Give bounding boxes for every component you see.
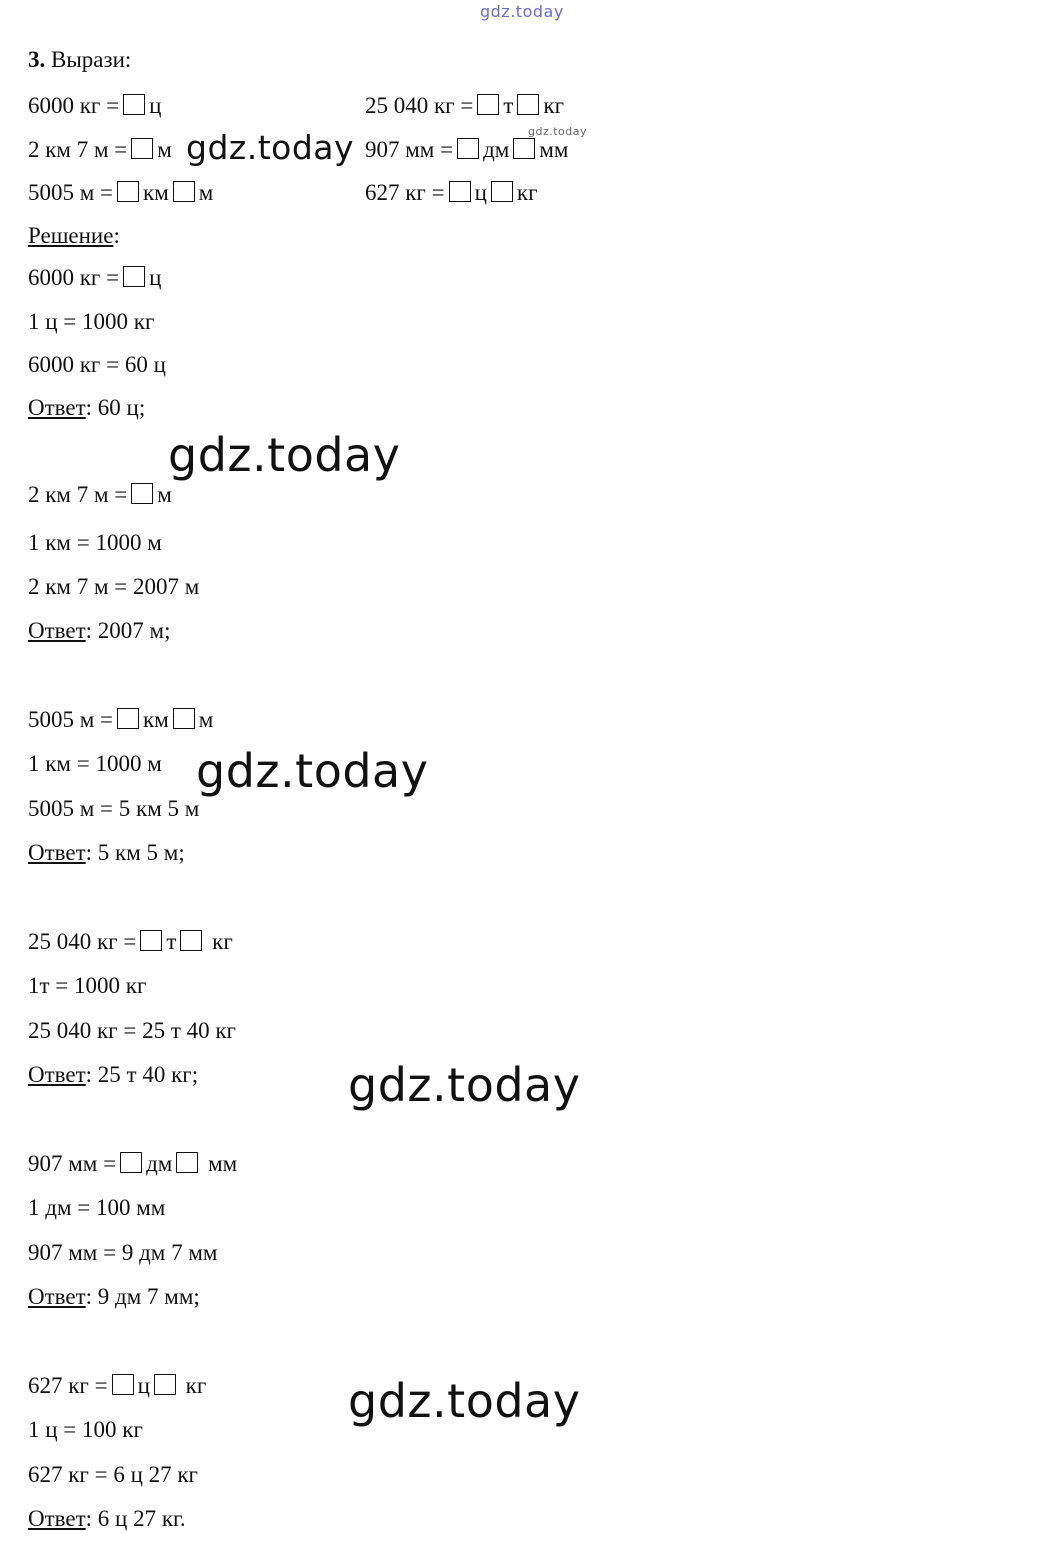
watermark-top: gdz.today (480, 2, 564, 21)
answer-value: : 5 км 5 м; (85, 840, 185, 865)
answer-label: Ответ (28, 1284, 86, 1309)
solution-6-rule: 1 ц = 100 кг (28, 1417, 143, 1442)
answer-box (123, 266, 145, 287)
problem-3 (28, 179, 213, 207)
answer-box (131, 138, 153, 159)
answer-value: : 60 ц; (85, 395, 146, 420)
answer-value: : 25 т 40 кг; (85, 1062, 199, 1087)
solution-1-calc: 6000 кг = 60 ц (28, 352, 166, 377)
problem-3-expr: 5005 м = (28, 180, 114, 205)
solution-6-calc: 627 кг = 6 ц 27 кг (28, 1462, 198, 1487)
solution-1-problem (28, 264, 161, 292)
problem-1 (28, 92, 161, 120)
watermark-3: gdz.today (196, 744, 429, 798)
answer-box (173, 181, 195, 202)
solution-6-answer (28, 1505, 186, 1533)
unit: кг (185, 1373, 207, 1398)
expr: 2 км 7 м = (28, 482, 128, 507)
problem-5-expr: 907 мм = (365, 137, 454, 162)
solution-2-problem (28, 481, 172, 509)
answer-label: Ответ (28, 618, 86, 643)
solution-1-answer (28, 394, 145, 422)
task-header (28, 46, 131, 74)
task-title: Вырази: (51, 47, 132, 72)
unit: м (198, 707, 214, 732)
unit: м (157, 137, 172, 162)
unit: м (157, 482, 172, 507)
answer-box (491, 181, 513, 202)
task-number: 3. (28, 47, 46, 72)
solution-5-rule: 1 дм = 100 мм (28, 1195, 166, 1220)
answer-box (173, 708, 195, 729)
solution-3-calc: 5005 м = 5 км 5 м (28, 796, 200, 821)
answer-box (117, 181, 139, 202)
solution-2-calc: 2 км 7 м = 2007 м (28, 574, 200, 599)
problem-6-expr: 627 кг = (365, 180, 445, 205)
solution-5-answer (28, 1283, 200, 1311)
expr: 6000 кг = (28, 265, 120, 290)
unit: км (143, 180, 169, 205)
unit: ц (474, 180, 487, 205)
expr: 25 040 кг = (28, 929, 137, 954)
answer-box (120, 1152, 142, 1173)
unit: т (503, 93, 514, 118)
solution-4-calc: 25 040 кг = 25 т 40 кг (28, 1018, 236, 1043)
answer-value: : 2007 м; (85, 618, 171, 643)
problem-4 (365, 92, 564, 120)
answer-label: Ответ (28, 1062, 86, 1087)
unit: м (198, 180, 214, 205)
answer-box (513, 138, 535, 159)
unit: ц (149, 265, 162, 290)
solution-2-answer (28, 617, 171, 645)
solution-5-calc: 907 мм = 9 дм 7 мм (28, 1240, 218, 1265)
watermark-1: gdz.today (186, 128, 355, 167)
answer-box (123, 94, 145, 115)
problem-2-expr: 2 км 7 м = (28, 137, 128, 162)
watermark-5: gdz.today (348, 1374, 581, 1428)
solution-4-answer (28, 1061, 198, 1089)
answer-box (117, 708, 139, 729)
answer-box (176, 1152, 198, 1173)
solution-6-problem (28, 1372, 206, 1400)
unit: кг (212, 929, 233, 954)
watermark-2: gdz.today (168, 428, 401, 482)
unit: кг (543, 93, 565, 118)
watermark-small: gdz.today (528, 125, 588, 138)
problem-6 (365, 179, 538, 207)
answer-value: : 6 ц 27 кг. (85, 1506, 186, 1531)
answer-box (457, 138, 479, 159)
unit: км (143, 707, 169, 732)
unit: кг (516, 180, 538, 205)
answer-box (517, 94, 539, 115)
answer-box (180, 930, 202, 951)
problem-2 (28, 136, 172, 164)
answer-box (112, 1374, 134, 1395)
unit: мм (539, 137, 569, 162)
solution-3-rule: 1 км = 1000 м (28, 751, 162, 776)
unit: дм (483, 137, 510, 162)
unit: ц (137, 1373, 150, 1398)
solution-4-rule: 1т = 1000 кг (28, 973, 147, 998)
solution-5-problem (28, 1150, 237, 1178)
unit: мм (208, 1151, 238, 1176)
problem-4-expr: 25 040 кг = (365, 93, 474, 118)
solution-1-rule: 1 ц = 1000 кг (28, 309, 155, 334)
solution-heading: Решение: (28, 223, 120, 248)
unit: дм (146, 1151, 173, 1176)
answer-box (449, 181, 471, 202)
answer-label: Ответ (28, 840, 86, 865)
solution-3-problem (28, 706, 213, 734)
problem-5 (365, 136, 568, 164)
answer-box (154, 1374, 176, 1395)
solution-label: Решение (28, 223, 114, 248)
unit: ц (149, 93, 162, 118)
answer-label: Ответ (28, 395, 86, 420)
solution-4-problem (28, 928, 233, 956)
solution-3-answer (28, 839, 185, 867)
solution-2-rule: 1 км = 1000 м (28, 530, 162, 555)
problem-1-expr: 6000 кг = (28, 93, 120, 118)
answer-box (131, 483, 153, 504)
unit: т (166, 929, 177, 954)
answer-label: Ответ (28, 1506, 86, 1531)
answer-box (140, 930, 162, 951)
expr: 5005 м = (28, 707, 114, 732)
answer-box (477, 94, 499, 115)
expr: 627 кг = (28, 1373, 108, 1398)
answer-value: : 9 дм 7 мм; (85, 1284, 200, 1309)
watermark-4: gdz.today (348, 1058, 581, 1112)
expr: 907 мм = (28, 1151, 117, 1176)
